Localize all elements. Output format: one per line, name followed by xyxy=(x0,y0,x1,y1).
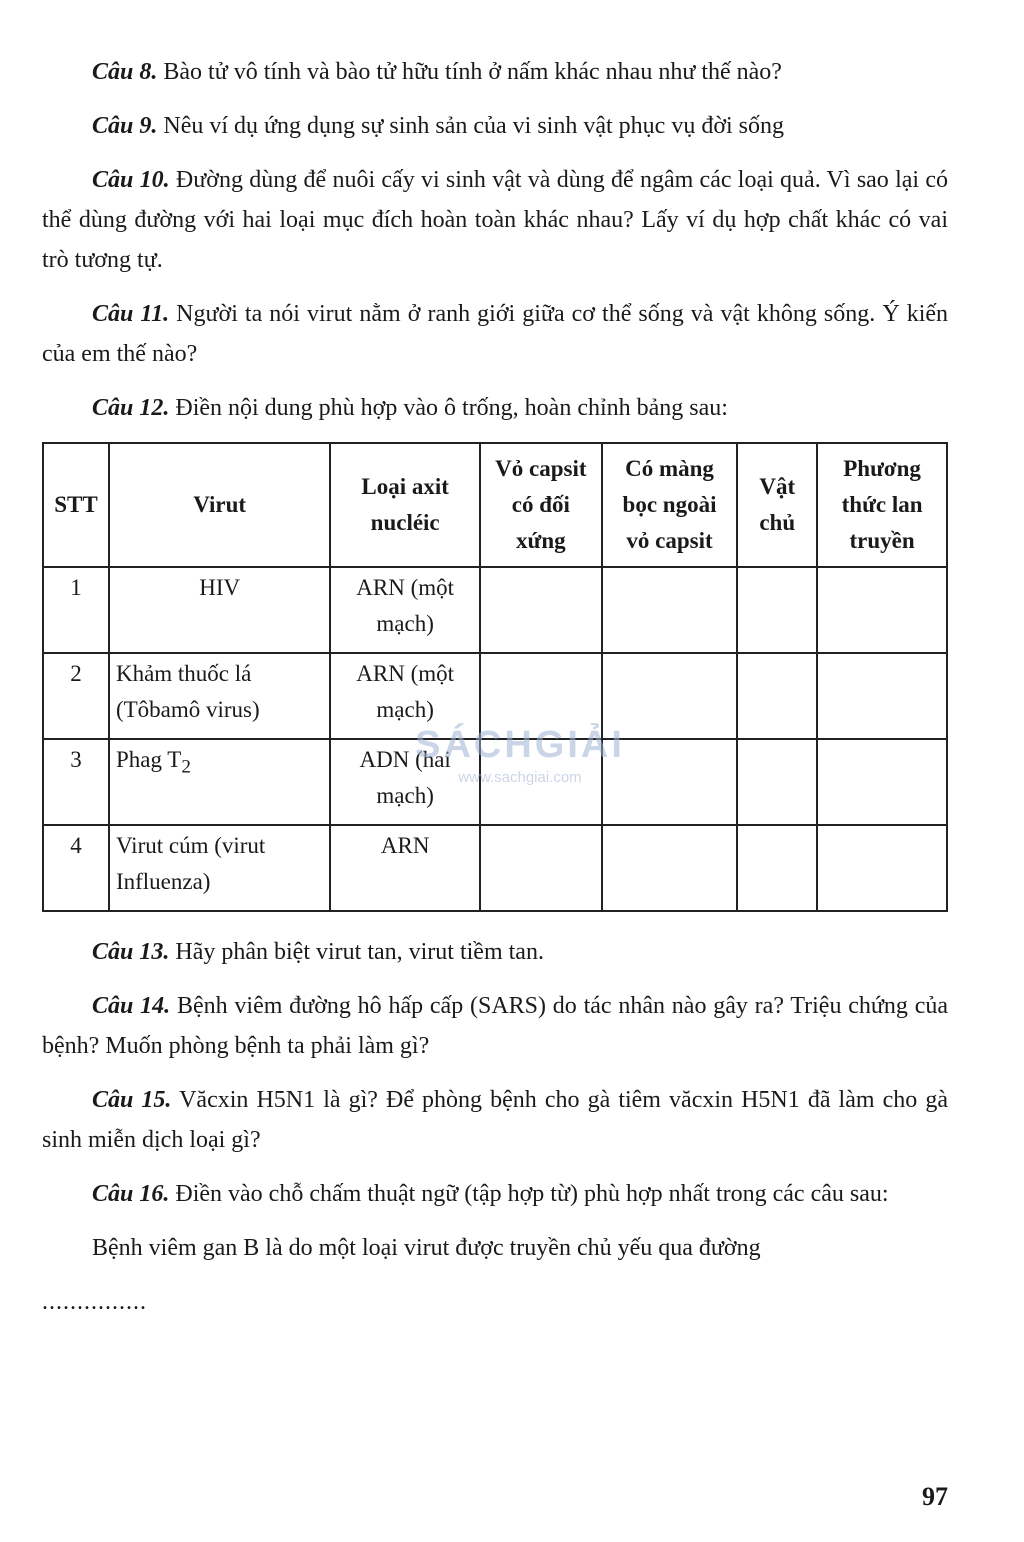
cell-acid: ADN (hai mạch) xyxy=(330,739,480,825)
cell-blank xyxy=(480,739,602,825)
watermark-url: www.sachgiai.com xyxy=(458,769,582,786)
cell-blank xyxy=(602,739,738,825)
cell-acid: ARN (một mạch) xyxy=(330,653,480,739)
cell-stt: 1 xyxy=(43,567,109,653)
table-row xyxy=(43,825,947,911)
question-text: Điền vào chỗ chấm thuật ngữ (tập hợp từ) phù hợp nhất trong các câu sau: xyxy=(175,1181,889,1207)
header-acid-type: Loại axit nucléic xyxy=(330,443,480,567)
cell-blank xyxy=(480,567,602,653)
question-label: Câu 16. xyxy=(92,1181,170,1207)
question-12 xyxy=(42,388,948,428)
cell-blank xyxy=(737,653,817,739)
question-label: Câu 15. xyxy=(92,1087,172,1113)
cell-blank xyxy=(817,567,947,653)
question-16 xyxy=(42,1174,948,1214)
virus-table xyxy=(42,442,948,912)
question-text: Văcxin H5N1 là gì? Để phòng bệnh cho gà tiêm văcxin H5N1 đã làm cho gà sinh miễn dịch loại gì? xyxy=(42,1087,948,1153)
cell-virus: Virut cúm (virut Influenza) xyxy=(109,825,330,911)
question-text: Bệnh viêm đường hô hấp cấp (SARS) do tác nhân nào gây ra? Triệu chứng của bệnh? Muốn phòng bệnh ta phải làm gì? xyxy=(42,993,949,1059)
question-text: Đường dùng để nuôi cấy vi sinh vật và dùng để ngâm các loại quả. Vì sao lại có thể dùng đường với hai loại mục đích hoàn toàn khác nhau? Lấy ví dụ hợp chất khác có vai trò tương tự. xyxy=(42,167,949,273)
cell-blank xyxy=(602,825,738,911)
watermark-brand: SÁCHGIẢI xyxy=(415,724,625,766)
table-row xyxy=(43,653,947,739)
cell-blank xyxy=(737,739,817,825)
question-label: Câu 12. xyxy=(92,395,170,421)
cell-acid: ARN (một mạch) xyxy=(330,567,480,653)
cell-blank xyxy=(480,825,602,911)
question-8 xyxy=(42,52,948,92)
cell-virus xyxy=(109,739,330,825)
question-10 xyxy=(42,160,948,280)
header-stt: STT xyxy=(43,443,109,567)
question-text: Nêu ví dụ ứng dụng sự sinh sản của vi sinh vật phục vụ đời sống xyxy=(163,113,785,139)
cell-blank xyxy=(737,567,817,653)
fill-in-blank: ............... xyxy=(42,1289,147,1315)
cell-blank xyxy=(602,567,738,653)
textbook-page xyxy=(42,52,948,1322)
header-envelope: Có màng bọc ngoài vỏ capsit xyxy=(602,443,738,567)
question-text: Người ta nói virut nằm ở ranh giới giữa cơ thể sống và vật không sống. Ý kiến của em thế nào? xyxy=(42,301,949,367)
question-label: Câu 11. xyxy=(92,301,170,327)
cell-stt: 4 xyxy=(43,825,109,911)
question-15 xyxy=(42,1080,948,1160)
header-transmission: Phương thức lan truyền xyxy=(817,443,947,567)
cell-acid: ARN xyxy=(330,825,480,911)
cell-blank xyxy=(737,825,817,911)
cell-blank xyxy=(817,653,947,739)
virus-name: Phag T xyxy=(115,747,182,772)
question-label: Câu 10. xyxy=(92,167,170,193)
header-host: Vật chủ xyxy=(737,443,817,567)
cell-virus: HIV xyxy=(109,567,330,653)
question-text: Bào tử vô tính và bào tử hữu tính ở nấm khác nhau như thế nào? xyxy=(163,59,782,85)
table-header-row xyxy=(43,443,947,567)
question-text: Hãy phân biệt virut tan, virut tiềm tan. xyxy=(175,939,544,965)
header-capsid-symmetry: Vỏ capsit có đối xứng xyxy=(480,443,602,567)
cell-blank xyxy=(817,739,947,825)
table-row xyxy=(43,739,947,825)
cell-blank xyxy=(602,653,738,739)
cell-virus: Khảm thuốc lá (Tôbamô virus) xyxy=(109,653,330,739)
cell-stt: 2 xyxy=(43,653,109,739)
table-row xyxy=(43,567,947,653)
question-9 xyxy=(42,106,948,146)
cell-blank xyxy=(817,825,947,911)
question-label: Câu 8. xyxy=(92,59,158,85)
question-13 xyxy=(42,932,948,972)
cell-blank xyxy=(480,653,602,739)
fill-in-sentence: Bệnh viêm gan B là do một loại virut được truyền chủ yếu qua đường xyxy=(92,1235,761,1261)
cell-stt: 3 xyxy=(43,739,109,825)
question-14 xyxy=(42,986,948,1066)
question-label: Câu 14. xyxy=(92,993,171,1019)
question-label: Câu 13. xyxy=(92,939,170,965)
question-text: Điền nội dung phù hợp vào ô trống, hoàn chỉnh bảng sau: xyxy=(175,395,728,421)
question-11 xyxy=(42,294,948,374)
question-label: Câu 9. xyxy=(92,113,158,139)
virus-subscript: 2 xyxy=(181,756,191,778)
header-virus: Virut xyxy=(109,443,330,567)
page-number: 97 xyxy=(922,1482,948,1511)
